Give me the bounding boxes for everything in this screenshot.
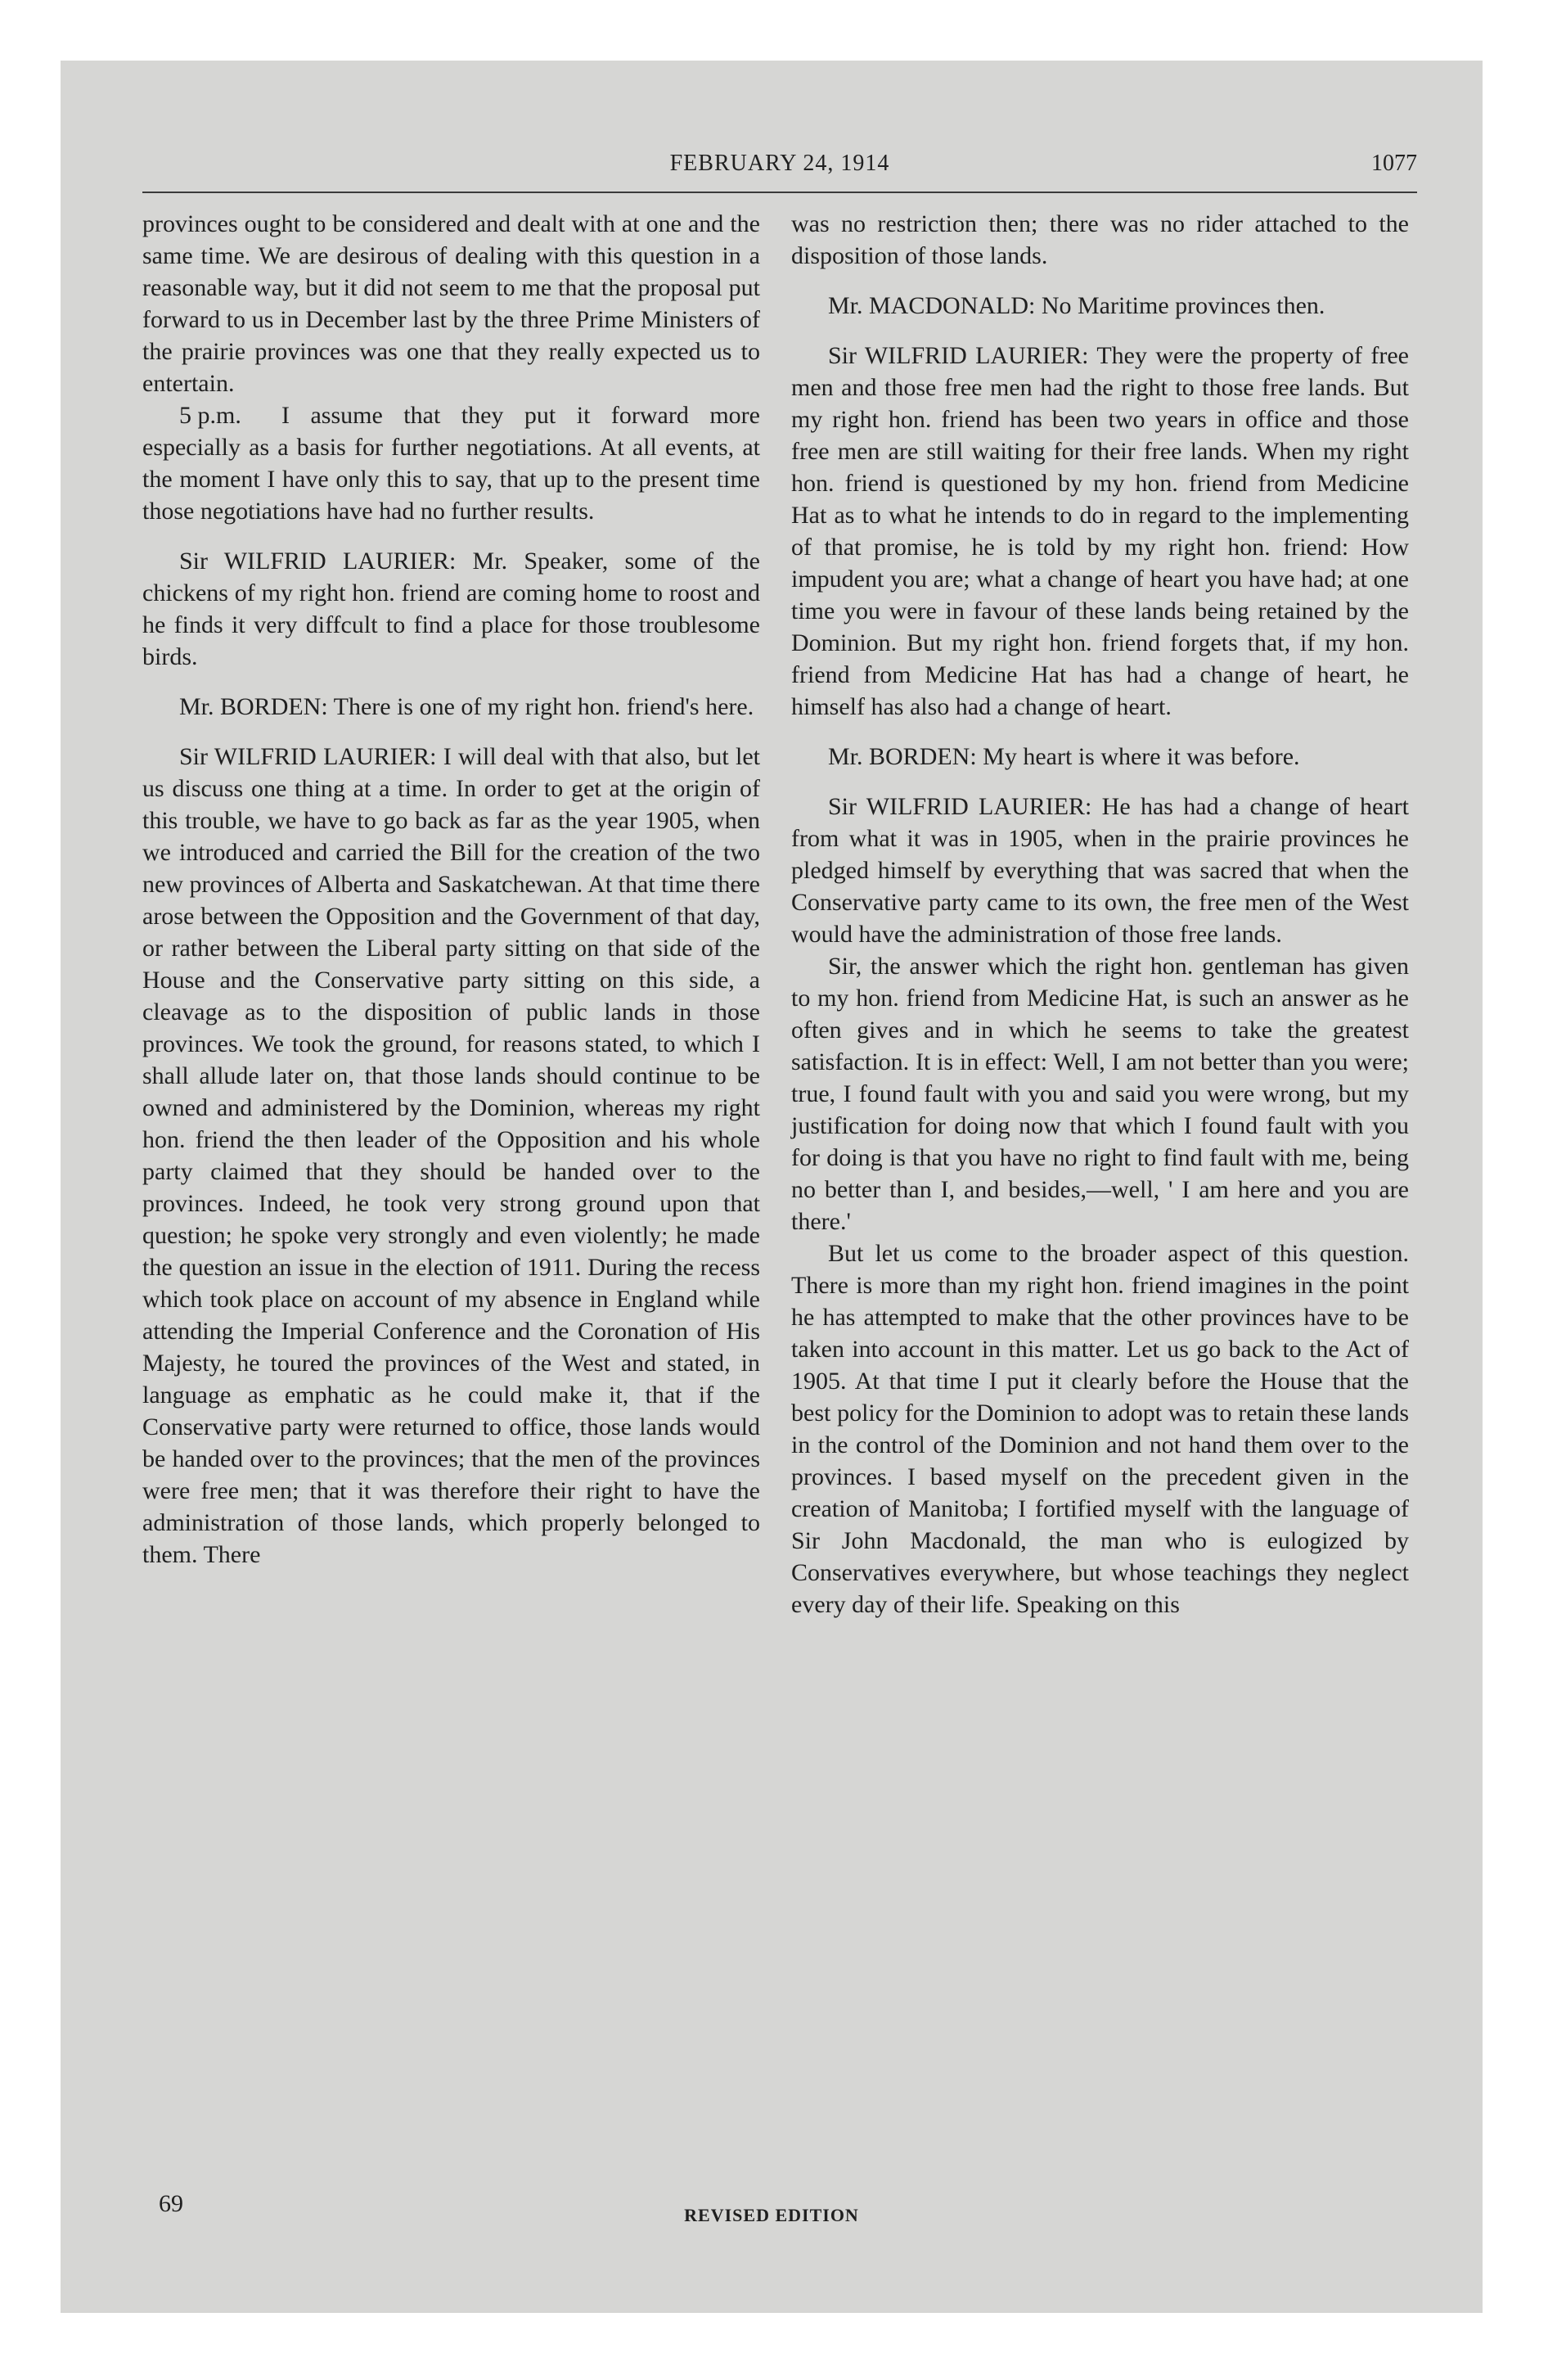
time-note-block (142, 399, 760, 527)
page-header (142, 151, 1417, 193)
signature-number: 69 (159, 2190, 183, 2217)
left-paragraph-2: I assume that they put it forward more especially as a basis for further negotiations. At all events, at the moment I have only this to say, that up to the present time those negotiations have had no further results. (142, 402, 760, 525)
macdonald-remark: Mr. MACDONALD: No Maritime provinces then. (828, 292, 1325, 319)
right-paragraph-6: Sir, the answer which the right hon. gentleman has given to my hon. friend from Medicine Hat, is such an answer as he often gives and in which he seems to take the greatest satisfaction. It is in effect: Well, I am not better than you were; true, I found fault with you and said you were wrong, but my justification for doing now that which I found fault with you for doing is that you have no right to find fault with me, being no better than I, and besides,—well, ' I am here and you are there.' (791, 953, 1409, 1235)
page-number: 1077 (1371, 151, 1417, 176)
right-column (791, 208, 1409, 1639)
left-column (142, 208, 760, 1589)
laurier-speech-4: Sir WILFRID LAURIER: He has had a change of heart from what it was in 1905, when in the prairie provinces he pledged himself by everything that was sacred that when the Conservative party came to its own, the free men of the West would have the administration of those free lands. (791, 793, 1409, 948)
laurier-speech-3: Sir WILFRID LAURIER: They were the property of free men and those free men had the right to those free lands. But my right hon. friend has been two years in office and those free men are still waiting for their free lands. When my right hon. friend is questioned by my hon. friend from Medicine Hat as to what he intends to do in regard to the implementing of that promise, he is told by my right hon. friend: How impudent you are; what a change of heart you have had; at one time you were in favour of these lands being retained by the Dominion. But my right hon. friend forgets that, if my hon. friend from Medicine Hat has had a change of heart, he himself has also had a change of heart. (791, 342, 1409, 720)
borden-remark-2: Mr. BORDEN: My heart is where it was before. (828, 743, 1300, 770)
laurier-speech-1: Sir WILFRID LAURIER: Mr. Speaker, some of the chickens of my right hon. friend are coming home to roost and he finds it very diffcult to find a place for those troublesome birds. (142, 548, 760, 670)
edition-label: REVISED EDITION (684, 2205, 859, 2225)
time-marginal-note: 5 p.m. (179, 402, 241, 429)
scanned-page (61, 61, 1483, 2313)
right-paragraph-7: But let us come to the broader aspect of this question. There is more than my right hon. friend imagines in the point he has attempted to make that the other provinces have to be taken into account in this matter. Let us go back to the Act of 1905. At that time I put it clearly before the House that the best policy for the Dominion to adopt was to retain these lands in the control of the Dominion and not hand them over to the provinces. I based myself on the precedent given in the creation of Manitoba; I fortified myself with the language of Sir John Macdonald, the man who is eulogized by Conservatives everywhere, but whose teachings they neglect every day of their life. Speaking on this (791, 1240, 1409, 1618)
laurier-speech-2: Sir WILFRID LAURIER: I will deal with that also, but let us discuss one thing at a time. In order to get at the origin of this trouble, we have to go back as far as the year 1905, when we introduced and carried the Bill for the creation of the two new provinces of Alberta and Saskatchewan. At that time there arose between the Opposition and the Government of that day, or rather between the Liberal party sitting on that side of the House and the Conservative party sitting on this side, a cleavage as to the disposition of public lands in those provinces. We took the ground, for reasons stated, to which I shall allude later on, that those lands should continue to be owned and administered by the Dominion, whereas my right hon. friend the then leader of the Opposition and his whole party claimed that they should be handed over to the provinces. Indeed, he took very strong ground upon that question; he spoke very strongly and even violently; he made the question an issue in the election of 1911. During the recess which took place on account of my absence in England while attending the Imperial Conference and the Coronation of His Majesty, he toured the provinces of the West and stated, in language as emphatic as he could make it, that if the Conservative party were returned to office, those lands would be handed over to the provinces; that the men of the provinces were free men; that it was therefore their right to have the administration of those lands, which properly belonged to them. There (142, 743, 760, 1568)
header-date: FEBRUARY 24, 1914 (669, 151, 890, 176)
page-content (142, 151, 1417, 2279)
borden-remark-1: Mr. BORDEN: There is one of my right hon. friend's here. (179, 693, 754, 720)
right-paragraph-1: was no restriction then; there was no rider attached to the disposition of those lands. (791, 210, 1409, 269)
left-paragraph-1: provinces ought to be considered and dealt with at one and the same time. We are desirous of dealing with this question in a reasonable way, but it did not seem to me that the proposal put forward to us in December last by the three Prime Ministers of the prairie provinces was one that they really expected us to entertain. (142, 210, 760, 397)
